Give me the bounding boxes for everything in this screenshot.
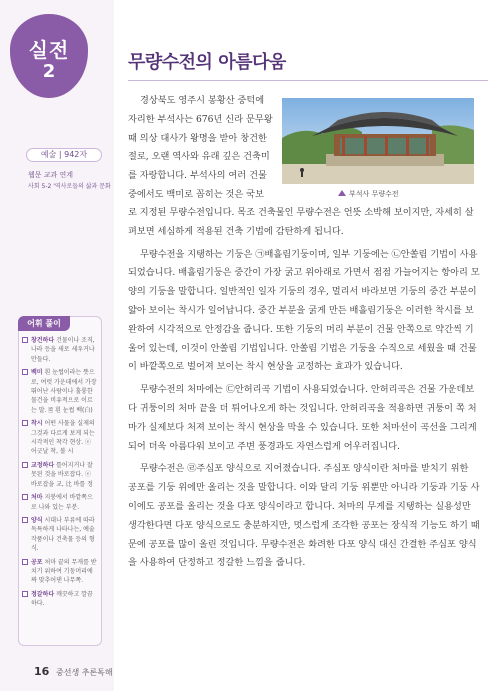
vocab-item xyxy=(22,419,98,457)
vocab-def: 깨끗하고 깔끔하다. xyxy=(31,590,93,608)
vocab-term: 양식 xyxy=(31,516,43,524)
vocab-def: 시대나 부류에 따라 독특하게 나타나는, 예술 작품이나 건축물 등의 형식. xyxy=(31,516,95,553)
vocab-item xyxy=(22,516,98,554)
vocab-heading: 어휘 풀이 xyxy=(18,316,70,331)
checkbox-icon xyxy=(22,462,28,468)
vocab-list xyxy=(22,336,98,613)
vocab-item xyxy=(22,461,98,489)
photo-caption-text: 부석사 무량수전 xyxy=(349,190,399,198)
vocab-term: 창건하다 xyxy=(31,337,55,344)
vocab-term: 백미 xyxy=(31,369,43,377)
vocab-item xyxy=(22,336,98,364)
title-divider xyxy=(128,80,488,81)
page-number: 16 xyxy=(34,665,50,678)
curriculum-link-desc: 사회 5-2 '역사로들의 삶과 문화 xyxy=(28,183,111,190)
checkbox-icon xyxy=(22,369,28,375)
intro-line: 절로, 오랜 역사와 유래 깊은 건축미 xyxy=(128,151,270,163)
vocab-term: 교정하다 xyxy=(31,461,55,469)
intro-paragraph xyxy=(128,92,274,205)
vocab-term: 공포 xyxy=(31,558,43,566)
vocab-term: 처마 xyxy=(31,494,43,502)
intro-line: 자리한 부석사는 676년 신라 문무왕 xyxy=(128,113,273,125)
vocab-item xyxy=(22,590,98,609)
paragraph: 무량수전은 ㉣주심포 양식으로 지어졌습니다. 주심포 양식이란 처마를 받치기 위한 공포를 기둥 위에만 올리는 것을 말합니다. 이와 달리 기둥 위뿐만 아니라 기둥과 기둥 사이에도 공포를 올리는 것을 다포 양식이라고 합니다. 처마의 무게를 지탱하는 실용성만 생각한다면 다포 양식으로도 충분하지만, 멋스럽게 조각한 공포는 장식적 기능도 하기 때문에 공포를 많이 올린 것입니다. 무량수전은 화려한 다포 양식 대신 간결한 주심포 양식을 사용하여 단정하고 정갈한 느낌을 줍니다. xyxy=(128,463,480,569)
vocab-def: 흰 눈썹이라는 뜻으로, 여럿 가운데에서 가장 뛰어난 사람이나 훌륭한 물건을 비유적으로 이르는 말. 🖹 흰 눈썹 백(白) xyxy=(31,369,97,414)
badge-label: 실전 xyxy=(28,38,70,62)
vocab-def: 어떤 사물을 실제의 그것과 다르게 보게 되는 시각적인 착각 현상. ⓔ 어긋날 착, 볼 시 xyxy=(31,420,95,456)
paragraph: 무량수전을 지탱하는 기둥은 ㉠배흘림기둥이며, 일부 기둥에는 ㉡안쏠림 기법이 사용되었습니다. 배흘림기둥은 중간이 가장 굵고 위아래로 가면서 점점 가늘어지는 항아리 모양의 기둥을 말합니다. 일반적인 일자 기둥의 경우, 멀리서 바라보면 기둥의 중간 부분이 얇아 보이는 착시가 일어납니다. 중간 부분을 굵게 만든 배흘림기둥은 이러한 착시를 보완하여 시각적으로 안정감을 줍니다. 또한 기둥의 머리 부분이 건물 안쪽으로 약간씩 기울어 있는데, 이것이 안쏠림 기법입니다. 안쏠림 기법은 기둥을 수직으로 세웠을 때 건물이 바깥쪽으로 벌어져 보이는 착시 현상을 교정하는 효과가 있습니다. xyxy=(128,248,480,373)
temple-photo xyxy=(282,98,474,184)
badge-number: 2 xyxy=(42,61,56,82)
intro-line: 때 의상 대사가 왕명을 받아 창건한 xyxy=(128,132,267,144)
page-title: 무량수전의 아름다움 xyxy=(128,52,286,73)
vocab-def: 지붕에서 바깥쪽으로 나와 있는 부분. xyxy=(31,494,93,511)
intro-line: 를 자랑합니다. 부석사의 여러 건물 xyxy=(128,170,267,182)
intro-line: 경상북도 영주시 봉황산 중턱에 xyxy=(140,95,265,106)
genre-tag: 예술 | 942자 xyxy=(26,148,102,162)
vocab-item xyxy=(22,368,98,415)
checkbox-icon xyxy=(22,420,28,426)
vocab-item xyxy=(22,558,98,586)
temple-illustration xyxy=(282,98,474,184)
paragraph: 로 지정된 무량수전입니다. 목조 건축물인 무량수전은 언뜻 소박해 보이지만, 자세히 살펴보면 세심하게 적용된 건축 기법에 감탄하게 됩니다. xyxy=(128,207,474,237)
vocab-def: 건물이나 조직, 나라 등을 새로 세우거나 만들다. xyxy=(31,337,95,363)
curriculum-link-title: 웹문 교과 연계 xyxy=(28,171,74,179)
checkbox-icon xyxy=(22,337,28,343)
checkbox-icon xyxy=(22,559,28,565)
checkbox-icon xyxy=(22,517,28,523)
article-body xyxy=(128,204,480,577)
book-title: 중선생 추론독해 xyxy=(56,668,113,677)
checkbox-icon xyxy=(22,494,28,500)
vocab-item xyxy=(22,493,98,512)
intro-line: 중에서도 백미로 꼽히는 것은 국보 xyxy=(128,188,264,200)
vocab-term: 정갈하다 xyxy=(31,590,55,598)
triangle-icon xyxy=(338,190,346,196)
vocab-def: 틀어지거나 잘못된 것을 바로잡다. ⓔ 바로잡을 교, 比 바를 정 xyxy=(31,461,93,488)
checkbox-icon xyxy=(22,591,28,597)
photo-caption xyxy=(338,189,399,199)
vocab-def: 처마 끝의 무게를 받치기 위하여 기둥머리에 짜 맞추어댄 나무쪽. xyxy=(31,558,97,585)
paragraph: 무량수전의 처마에는 ㉢안허리곡 기법이 사용되었습니다. 안허리곡은 건물 가운데보다 귀퉁이의 처마 끝을 더 튀어나오게 하는 것입니다. 안허리곡을 적용하면 귀퉁이 쪽 처마가 실제보다 처져 보이는 착시 현상을 막을 수 있습니다. 또한 처마선이 곡선을 그리게 되어 더욱 아름다워 보이고 주변 풍경과도 자연스럽게 어우러집니다. xyxy=(128,384,477,452)
vocab-term: 착시 xyxy=(31,420,43,428)
